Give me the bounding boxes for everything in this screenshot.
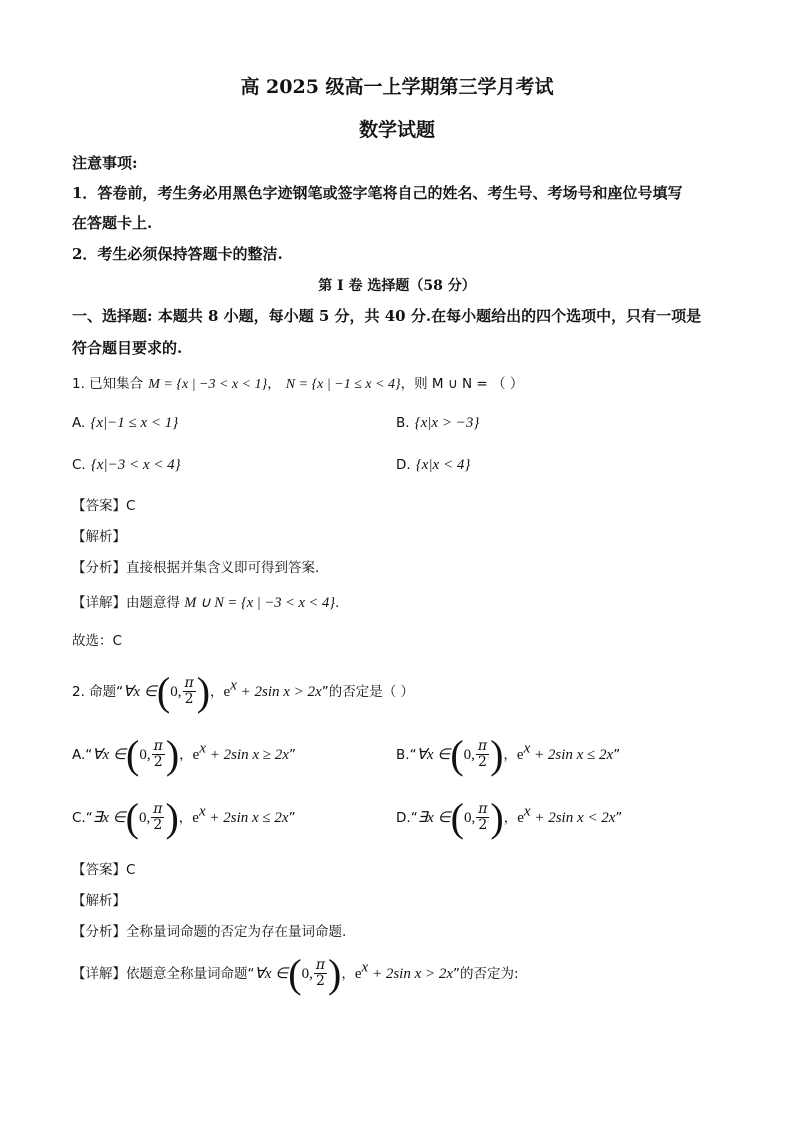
xiangjie-tag: 【详解】 — [72, 966, 126, 982]
question-2-answer — [72, 858, 135, 878]
left-paren: ( — [156, 669, 171, 714]
answer-value: C — [126, 862, 136, 878]
pi-over-2: $\frac{\pi}{2}$ — [153, 738, 163, 770]
ineq-e: e — [517, 810, 524, 826]
section-desc-line-1: 一、选择题: 本题共 8 小题，每小题 5 分，共 40 分.在每小题给出的四个选项中，只有一项是 — [72, 307, 702, 325]
section-desc-line-2: 符合题目要求的. — [72, 339, 183, 357]
interval-left: 0, — [139, 810, 151, 826]
pi-over-2: $\frac{\pi}{2}$ — [184, 675, 194, 707]
question-1-answer — [72, 494, 135, 514]
notice-item-1-line-1: 1．答卷前，考生务必用黑色字迹钢笔或签字笔将自己的姓名、考生号、考场号和座位号填写 — [72, 184, 683, 202]
notice-item-2: 2．考生必须保持答题卡的整洁. — [72, 245, 283, 263]
question-1-suffix: ，则 M ∪ N = （ ） — [400, 376, 524, 392]
question-2-option-c[interactable]: C.“∃x ∈(0, $\frac{\pi}{2}$ )，$e^x + 2\sin$ x ≤ 2x” — [72, 795, 296, 840]
right-paren: ) — [490, 795, 504, 840]
question-2-xiangjie: 【详解】依题意全称量词命题“∀x ∈(0, $\frac{\pi}{2}$ )，$e^x + 2\sin$ x > 2x”的否定为: — [72, 951, 519, 996]
ineq-e: e — [192, 810, 199, 826]
answer-tag: 【答案】 — [72, 498, 126, 514]
option-ineq: + 2sin x ≤ 2x — [530, 747, 614, 763]
option-label: A. — [72, 415, 86, 431]
question-1-prefix: 1. 已知集合 — [72, 376, 144, 392]
question-1-stem: 1. 已知集合 M = {x | −3 < x < 1}， N = {x | −1 ≤ x < 4}，则 M ∪ N = （ ） — [72, 376, 524, 392]
exam-title: 高 2025 级高一上学期第三学月考试 — [240, 76, 554, 98]
left-paren: ( — [450, 795, 464, 840]
left-paren: ( — [450, 732, 464, 777]
question-1-analysis-tag: 【解析】 — [72, 529, 126, 545]
question-2-analysis-tag: 【解析】 — [72, 893, 126, 909]
option-label: B. — [396, 747, 410, 763]
right-paren: ) — [196, 669, 211, 714]
question-1-xiangjie — [72, 591, 339, 612]
option-math: {x|x < 4} — [415, 457, 471, 473]
option-quantifier: ∀x ∈ — [92, 747, 127, 763]
right-paren: ) — [165, 732, 180, 777]
notice-item-1-line-2: 在答题卡上. — [72, 214, 153, 232]
option-quantifier: ∃x ∈ — [92, 810, 126, 826]
right-paren: ) — [490, 732, 504, 777]
ineq-exp: x — [198, 803, 206, 820]
option-label: C. — [72, 457, 86, 473]
question-2-fenxi — [72, 920, 346, 940]
interval-left: 0, — [463, 810, 476, 826]
option-math: {x|−3 < x < 4} — [90, 457, 181, 473]
option-quantifier: ∃x ∈ — [417, 810, 451, 826]
quantifier: ∀x ∈ — [254, 966, 289, 982]
ineq-rest: + 2sin x > 2x — [368, 966, 454, 982]
ineq-exp: x — [523, 740, 531, 757]
answer-tag: 【答案】 — [72, 862, 126, 878]
left-paren: ( — [125, 795, 139, 840]
left-paren: ( — [288, 951, 302, 996]
quantifier: ∀x ∈ — [123, 684, 157, 700]
right-paren: ) — [165, 795, 179, 840]
option-label: C. — [72, 810, 86, 826]
section-title: 第 I 卷 选择题（58 分） — [318, 278, 476, 294]
option-label: B. — [396, 415, 410, 431]
question-1-fenxi — [72, 556, 319, 576]
ineq-e: e — [223, 684, 231, 700]
option-math: {x|−1 ≤ x < 1} — [90, 415, 179, 431]
interval-left: 0, — [170, 684, 182, 700]
question-1-option-a[interactable] — [72, 412, 178, 432]
fenxi-tag: 【分析】 — [72, 560, 126, 576]
option-label: D. — [396, 457, 411, 473]
option-math: {x|x > −3} — [414, 415, 480, 431]
question-2-option-b[interactable]: B.“∀x ∈(0, $\frac{\pi}{2}$ )，$e^x + 2\sin$ x ≤ 2x” — [396, 732, 621, 777]
pi-over-2: $\frac{\pi}{2}$ — [315, 957, 326, 989]
right-paren: ) — [328, 951, 342, 996]
ineq-exp: x — [361, 959, 369, 976]
notice-heading: 注意事项: — [72, 154, 138, 172]
pi-over-2: $\frac{\pi}{2}$ — [477, 738, 488, 770]
fenxi-text: 直接根据并集含义即可得到答案. — [126, 560, 320, 576]
ineq-rest: + 2sin x > 2x — [236, 684, 322, 700]
question-1-option-d[interactable] — [396, 454, 470, 474]
question-1-option-b[interactable] — [396, 412, 479, 432]
option-label: D. — [396, 810, 411, 826]
xiangjie-prefix: 依题意全称量词命题“ — [126, 966, 255, 982]
option-ineq: + 2sin x ≥ 2x — [206, 747, 289, 763]
exam-subtitle: 数学试题 — [358, 119, 435, 141]
pi-over-2: $\frac{\pi}{2}$ — [153, 801, 163, 833]
option-quantifier: ∀x ∈ — [416, 747, 451, 763]
question-1-set-n: N = {x | −1 ≤ x < 4} — [285, 377, 401, 392]
interval-left: 0, — [463, 747, 475, 763]
question-2-stem: 2. 命题“∀x ∈(0, $\frac{\pi}{2}$ )，$e^x + 2\sin$ x > 2x”的否定是（ ） — [72, 669, 414, 714]
left-paren: ( — [126, 732, 140, 777]
interval-left: 0, — [301, 966, 313, 982]
question-2-option-a[interactable]: A.“∀x ∈(0, $\frac{\pi}{2}$ )，$e^x + 2\sin$ x ≥ 2x” — [72, 732, 296, 777]
question-2-option-d[interactable]: D.“∃x ∈(0, $\frac{\pi}{2}$ )，$e^x + 2\sin$ x < 2x” — [396, 795, 623, 840]
fenxi-tag: 【分析】 — [72, 924, 126, 940]
ineq-e: e — [354, 966, 362, 982]
option-ineq: + 2sin x < 2x — [530, 810, 616, 826]
question-1-set-m: M = {x | −3 < x < 1} — [148, 377, 268, 392]
answer-value: C — [126, 498, 136, 514]
question-1-option-c[interactable] — [72, 454, 181, 474]
question-2-suffix: ”的否定是（ ） — [321, 684, 414, 700]
interval-left: 0, — [139, 747, 151, 763]
xiangjie-prefix: 由题意得 — [126, 595, 180, 611]
option-label: A. — [72, 747, 86, 763]
question-1-choose: 故选：C — [72, 633, 122, 649]
question-2-prefix: 2. 命题“ — [72, 684, 124, 700]
ineq-exp: x — [230, 677, 237, 694]
option-ineq: + 2sin x ≤ 2x — [205, 810, 289, 826]
xiangjie-suffix: ”的否定为: — [453, 966, 519, 982]
xiangjie-math: M ∪ N = {x | −3 < x < 4} — [184, 595, 336, 611]
ineq-e: e — [516, 747, 524, 763]
xiangjie-tag: 【详解】 — [72, 595, 126, 611]
xiangjie-end: . — [335, 595, 340, 611]
pi-over-2: $\frac{\pi}{2}$ — [478, 801, 488, 833]
ineq-exp: x — [199, 740, 206, 757]
ineq-exp: x — [523, 803, 531, 820]
ineq-e: e — [192, 747, 200, 763]
fenxi-text: 全称量词命题的否定为存在量词命题. — [126, 924, 347, 940]
